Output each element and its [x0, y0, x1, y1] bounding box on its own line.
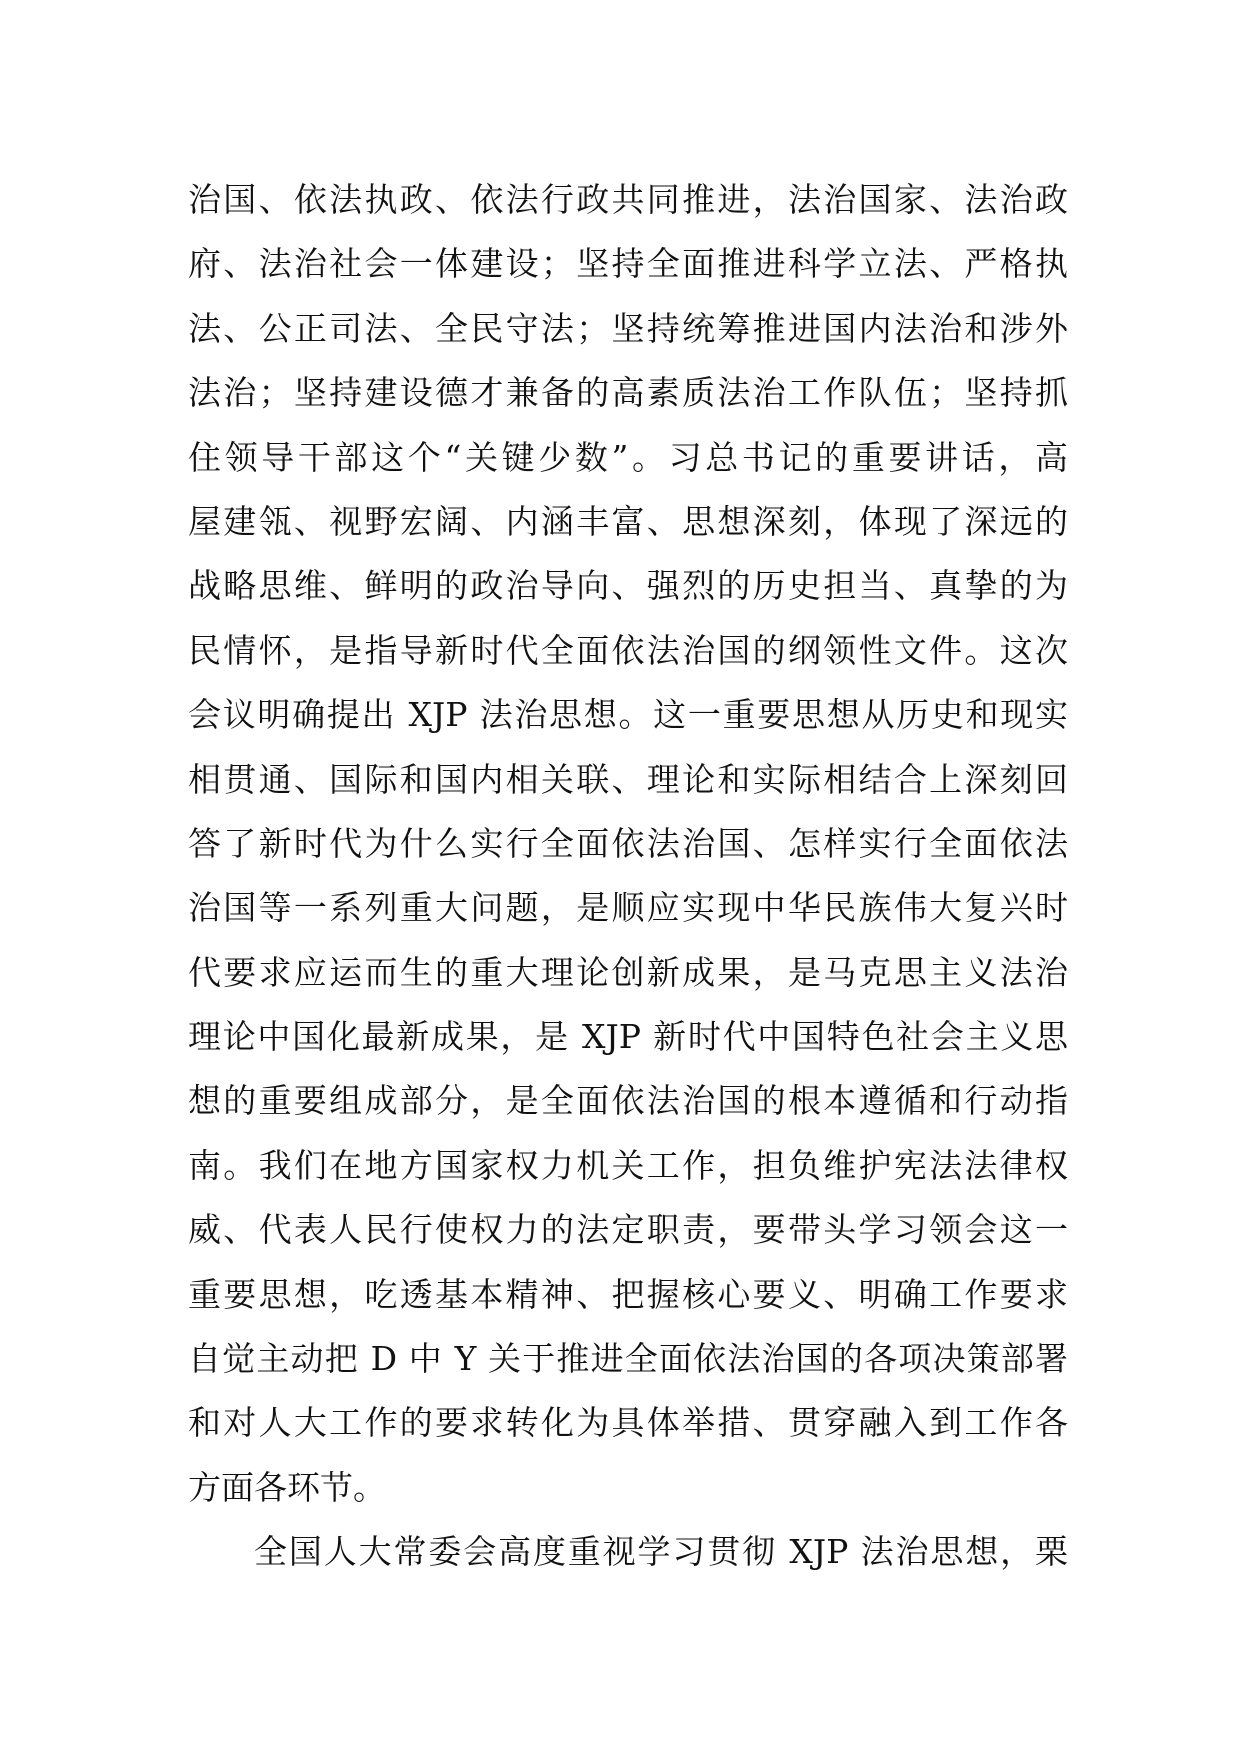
text-line: 屋建瓴、视野宏阔、内涵丰富、思想深刻，体现了深远的 — [188, 501, 1068, 541]
text-line: 治国等一系列重大问题，是顺应实现中华民族伟大复兴时 — [188, 888, 1068, 928]
text-line: 住领导干部这个“关键少数”。习总书记的重要讲话，高 — [188, 437, 1068, 477]
text-line: 答了新时代为什么实行全面依法治国、怎样实行全面依法 — [188, 823, 1068, 863]
text-line: 法、公正司法、全民守法；坚持统筹推进国内法治和涉外 — [188, 308, 1068, 348]
text-line: 和对人大工作的要求转化为具体举措、贯穿融入到工作各 — [188, 1403, 1068, 1443]
paragraph-end-line: 方面各环节。 — [188, 1467, 386, 1507]
text-line: 民情怀，是指导新时代全面依法治国的纲领性文件。这次 — [188, 630, 1068, 670]
text-line: 代要求应运而生的重大理论创新成果，是马克思主义法治 — [188, 952, 1068, 992]
text-line: 重要思想，吃透基本精神、把握核心要义、明确工作要求 — [188, 1274, 1068, 1314]
paragraph-start-line: 全国人大常委会高度重视学习贯彻 XJP 法治思想，栗 — [254, 1532, 1068, 1572]
text-line: 治国、依法执政、依法行政共同推进，法治国家、法治政 — [188, 180, 1068, 219]
text-line: 府、法治社会一体建设；坚持全面推进科学立法、严格执 — [188, 244, 1068, 284]
text-line: 自觉主动把 D 中 Y 关于推进全面依法治国的各项决策部署 — [188, 1339, 1068, 1379]
text-line: 南。我们在地方国家权力机关工作，担负维护宪法法律权 — [188, 1145, 1068, 1185]
text-line: 威、代表人民行使权力的法定职责，要带头学习领会这一 — [188, 1210, 1068, 1250]
text-line: 理论中国化最新成果，是 XJP 新时代中国特色社会主义思 — [188, 1017, 1068, 1057]
text-line: 想的重要组成部分，是全面依法治国的根本遵循和行动指 — [188, 1081, 1068, 1121]
body-text — [188, 168, 1068, 1585]
text-line: 会议明确提出 XJP 法治思想。这一重要思想从历史和现实 — [188, 695, 1068, 735]
text-line: 相贯通、国际和国内相关联、理论和实际相结合上深刻回 — [188, 759, 1068, 799]
text-line: 战略思维、鲜明的政治导向、强烈的历史担当、真挚的为 — [188, 566, 1068, 606]
text-line: 法治；坚持建设德才兼备的高素质法治工作队伍；坚持抓 — [188, 373, 1068, 413]
